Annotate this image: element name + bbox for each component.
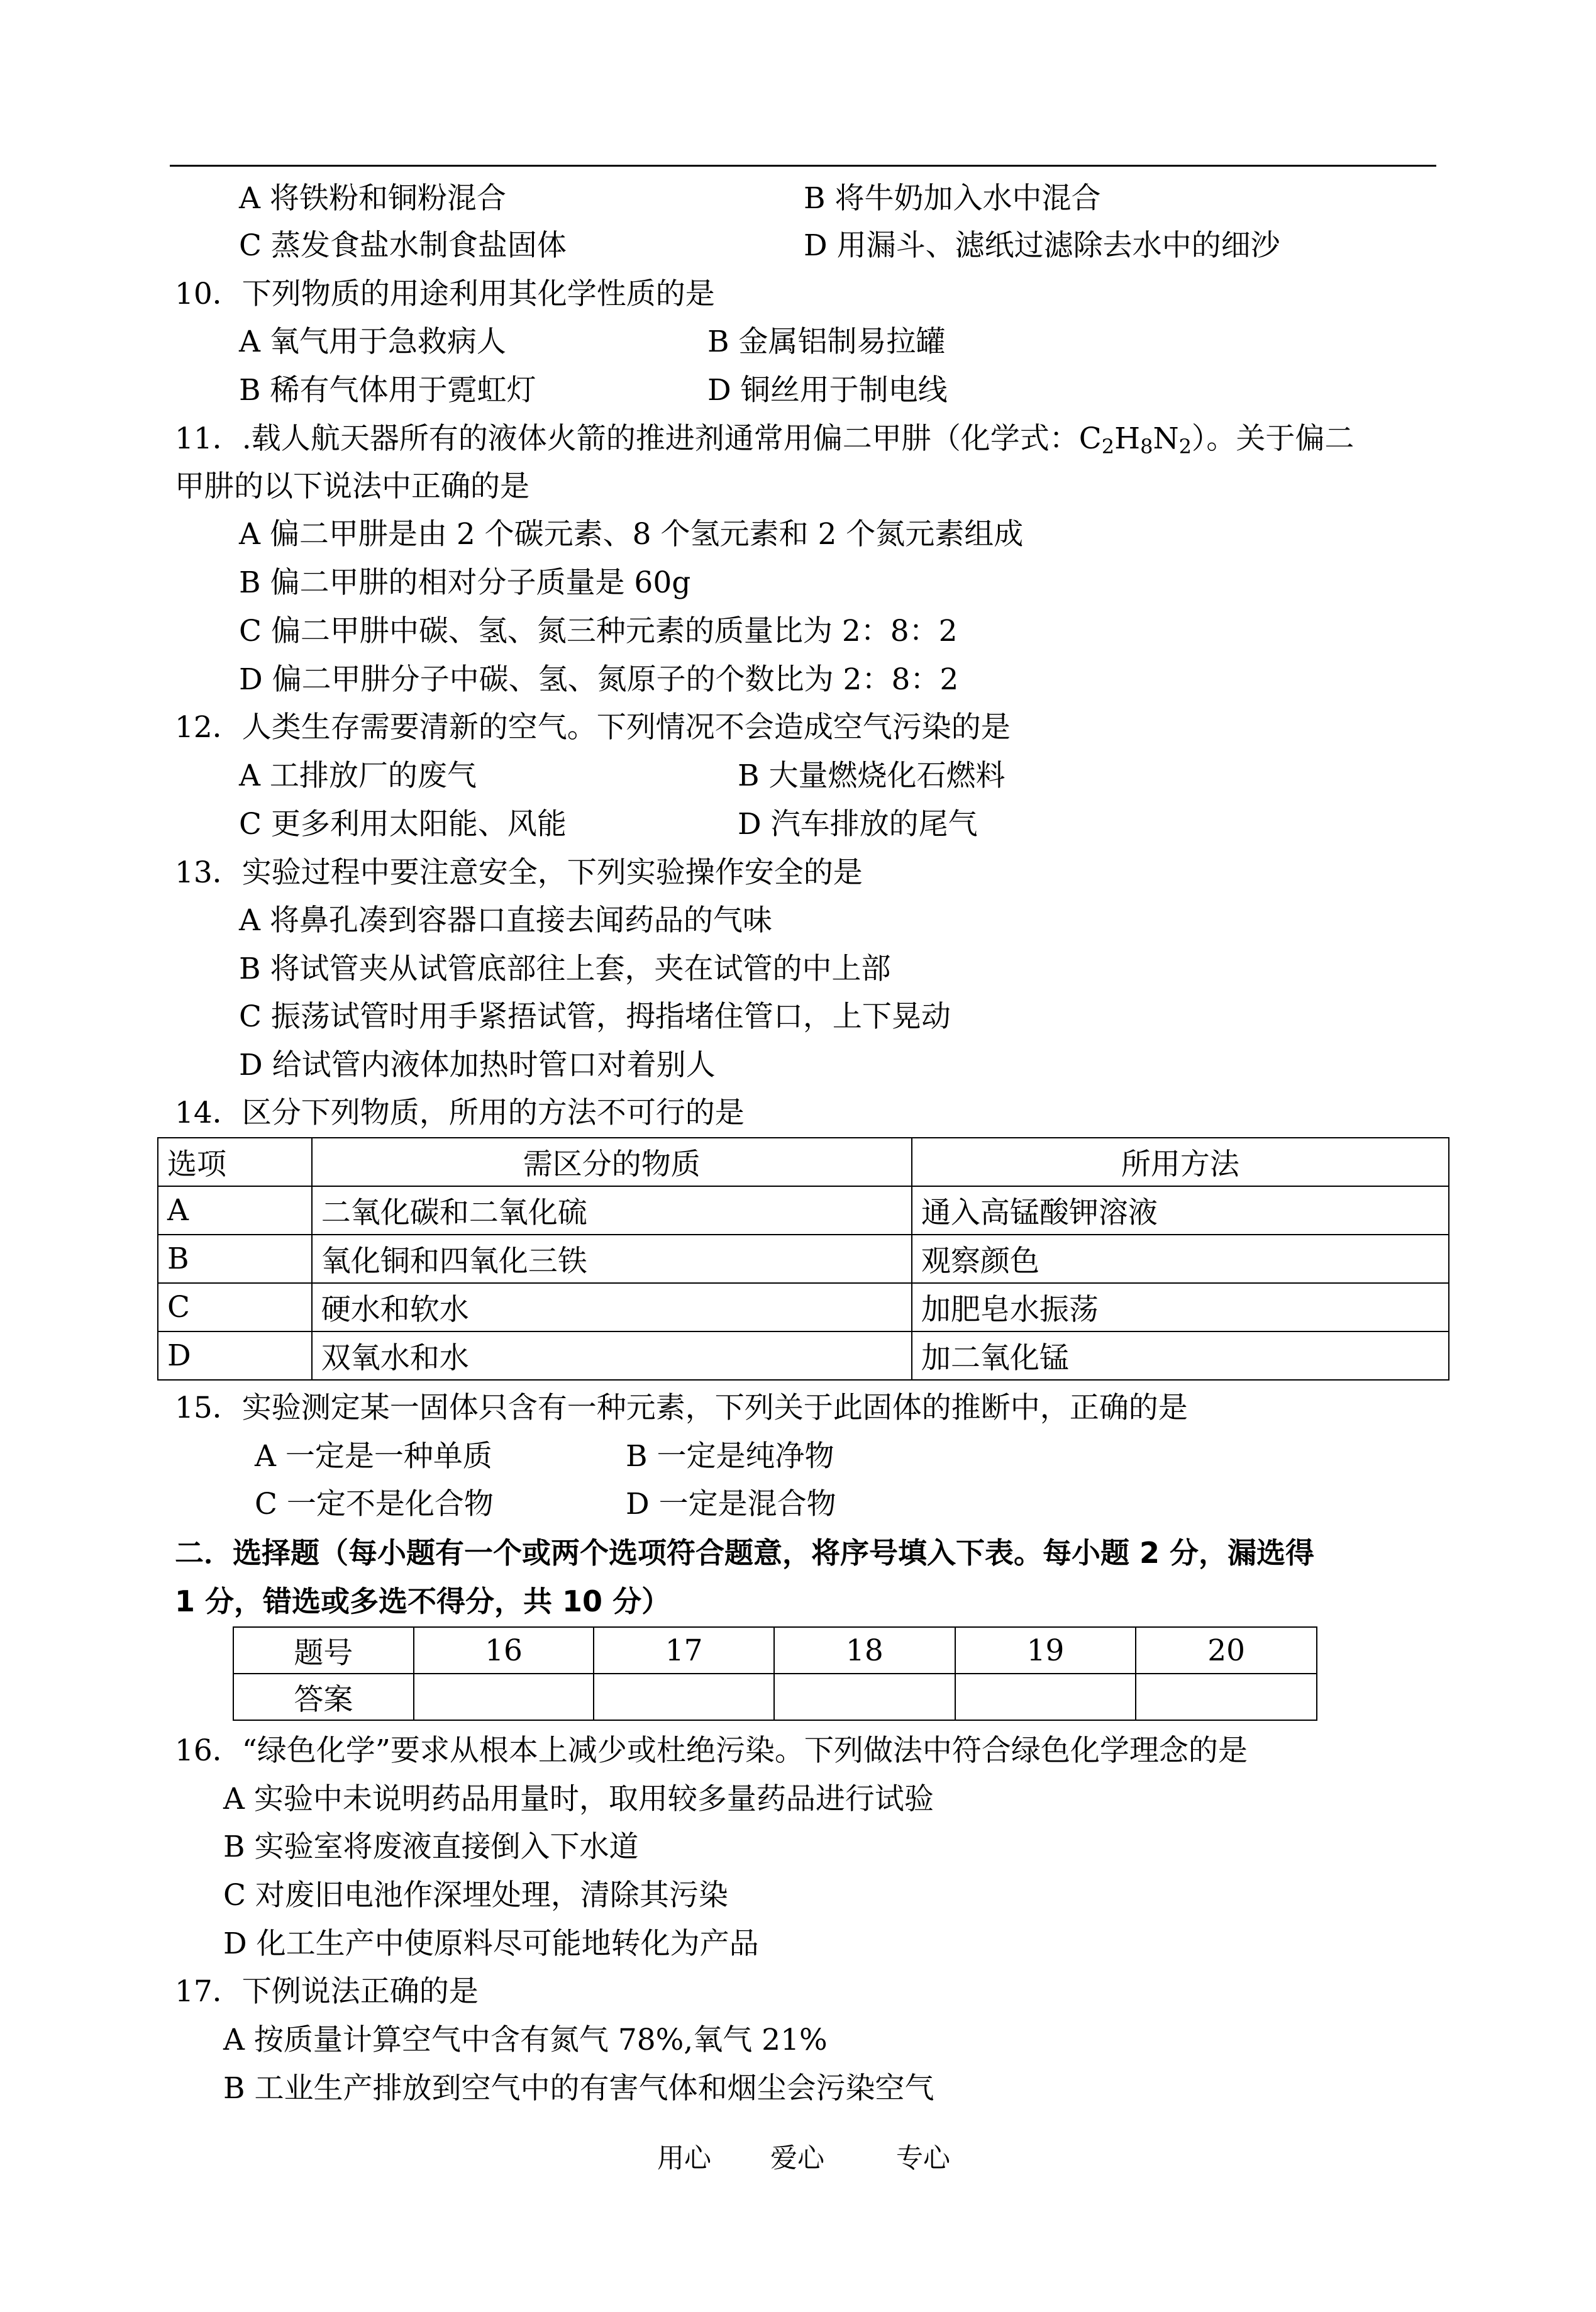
table-row bbox=[233, 1627, 1317, 1674]
answer-cell-17[interactable] bbox=[594, 1674, 774, 1720]
q14-stem: 14．区分下列物质，所用的方法不可行的是 bbox=[175, 1096, 745, 1130]
q11-option-c: C 偏二甲肼中碳、氢、氮三种元素的质量比为 2：8：2 bbox=[239, 614, 958, 648]
q15-option-a: A 一定是一种单质 bbox=[255, 1439, 492, 1474]
table-cell: 答案 bbox=[233, 1674, 414, 1720]
table-cell: 19 bbox=[955, 1627, 1136, 1674]
table-cell: A bbox=[158, 1186, 312, 1235]
q12-option-a: A 工排放厂的废气 bbox=[239, 759, 477, 793]
q17-stem: 17．下例说法正确的是 bbox=[175, 1974, 479, 2009]
q12-option-b: B 大量燃烧化石燃料 bbox=[738, 759, 1006, 793]
footer-text: 爱心 bbox=[770, 2143, 824, 2174]
header-rule bbox=[170, 165, 1436, 167]
table-cell: 20 bbox=[1136, 1627, 1317, 1674]
q15-option-c: C 一定不是化合物 bbox=[255, 1487, 494, 1521]
section2-title: 二．选择题（每小题有一个或两个选项符合题意，将序号填入下表。每小题 2 分，漏选得 bbox=[175, 1536, 1315, 1570]
table-cell: 16 bbox=[414, 1627, 594, 1674]
q16-option-d: D 化工生产中使原料尽可能地转化为产品 bbox=[223, 1926, 759, 1961]
q10-option-a: A 氧气用于急救病人 bbox=[239, 325, 506, 359]
q14-table bbox=[157, 1137, 1449, 1381]
table-cell: 18 bbox=[774, 1627, 955, 1674]
answer-cell-16[interactable] bbox=[414, 1674, 594, 1720]
q15-option-d: D 一定是混合物 bbox=[626, 1487, 836, 1521]
q10-option-d: D 铜丝用于制电线 bbox=[707, 373, 948, 408]
table-cell: 通入高锰酸钾溶液 bbox=[912, 1186, 1449, 1235]
section2-title-line2: 1 分，错选或多选不得分，共 10 分） bbox=[175, 1584, 671, 1618]
q16-option-a: A 实验中未说明药品用量时，取用较多量药品进行试验 bbox=[223, 1782, 934, 1816]
q12-stem: 12．人类生存需要清新的空气。下列情况不会造成空气污染的是 bbox=[175, 710, 1011, 745]
table-row bbox=[158, 1283, 1449, 1331]
q9-option-c: C 蒸发食盐水制食盐固体 bbox=[239, 228, 567, 263]
table-cell: C bbox=[158, 1283, 312, 1331]
q13-option-d: D 给试管内液体加热时管口对着别人 bbox=[239, 1048, 716, 1082]
answer-table bbox=[233, 1626, 1317, 1721]
q9-option-a: A 将铁粉和铜粉混合 bbox=[239, 181, 506, 216]
answer-cell-20[interactable] bbox=[1136, 1674, 1317, 1720]
table-header-row bbox=[158, 1138, 1449, 1186]
q17-option-a: A 按质量计算空气中含有氮气 78%,氧气 21% bbox=[223, 2023, 828, 2057]
table-cell: 观察颜色 bbox=[912, 1235, 1449, 1283]
table-row bbox=[158, 1235, 1449, 1283]
q15-option-b: B 一定是纯净物 bbox=[626, 1439, 834, 1474]
q12-option-c: C 更多利用太阳能、风能 bbox=[239, 807, 567, 842]
answer-cell-18[interactable] bbox=[774, 1674, 955, 1720]
table-cell: D bbox=[158, 1331, 312, 1380]
q11-option-a: A 偏二甲肼是由 2 个碳元素、8 个氢元素和 2 个氮元素组成 bbox=[239, 517, 1024, 552]
answer-cell-19[interactable] bbox=[955, 1674, 1136, 1720]
q17-option-b: B 工业生产排放到空气中的有害气体和烟尘会污染空气 bbox=[223, 2071, 934, 2106]
q9-option-b: B 将牛奶加入水中混合 bbox=[804, 181, 1101, 216]
table-cell: 氧化铜和四氧化三铁 bbox=[312, 1235, 912, 1283]
q10-stem: 10．下列物质的用途利用其化学性质的是 bbox=[175, 277, 715, 311]
q11-stem: 11．.载人航天器所有的液体火箭的推进剂通常用偏二甲肼（化学式：$C_2H_8N_2$）。关于偏二 bbox=[175, 421, 1355, 459]
table-cell: 二氧化碳和二氧化硫 bbox=[312, 1186, 912, 1235]
q10-option-b: B 金属铝制易拉罐 bbox=[707, 325, 946, 359]
table-cell: 硬水和软水 bbox=[312, 1283, 912, 1331]
q12-option-d: D 汽车排放的尾气 bbox=[738, 807, 978, 842]
q13-stem: 13．实验过程中要注意安全，下列实验操作安全的是 bbox=[175, 855, 863, 890]
table-header-cell: 所用方法 bbox=[912, 1138, 1449, 1186]
q13-option-b: B 将试管夹从试管底部往上套，夹在试管的中上部 bbox=[239, 952, 891, 986]
q16-stem: 16．“绿色化学”要求从根本上减少或杜绝污染。下列做法中符合绿色化学理念的是 bbox=[175, 1733, 1248, 1768]
table-header-cell: 需区分的物质 bbox=[312, 1138, 912, 1186]
q10-option-c: B 稀有气体用于霓虹灯 bbox=[239, 373, 536, 408]
table-cell: 双氧水和水 bbox=[312, 1331, 912, 1380]
q13-option-c: C 振荡试管时用手紧捂试管，拇指堵住管口，上下晃动 bbox=[239, 999, 951, 1034]
table-cell: 17 bbox=[594, 1627, 774, 1674]
table-row bbox=[233, 1674, 1317, 1720]
table-row bbox=[158, 1186, 1449, 1235]
table-header-cell: 选项 bbox=[158, 1138, 312, 1186]
q13-option-a: A 将鼻孔凑到容器口直接去闻药品的气味 bbox=[239, 903, 772, 938]
q9-option-d: D 用漏斗、滤纸过滤除去水中的细沙 bbox=[804, 228, 1280, 263]
q16-option-b: B 实验室将废液直接倒入下水道 bbox=[223, 1830, 639, 1864]
table-row bbox=[158, 1331, 1449, 1380]
table-cell: 加二氧化锰 bbox=[912, 1331, 1449, 1380]
table-cell: 题号 bbox=[233, 1627, 414, 1674]
q11-option-b: B 偏二甲肼的相对分子质量是 60g bbox=[239, 565, 691, 600]
table-cell: 加肥皂水振荡 bbox=[912, 1283, 1449, 1331]
footer-text: 用心 bbox=[657, 2143, 711, 2174]
footer-text: 专心 bbox=[896, 2143, 950, 2174]
q11-stem-line2: 甲肼的以下说法中正确的是 bbox=[175, 469, 529, 504]
q16-option-c: C 对废旧电池作深埋处理，清除其污染 bbox=[223, 1878, 728, 1913]
table-cell: B bbox=[158, 1235, 312, 1283]
q11-option-d: D 偏二甲肼分子中碳、氢、氮原子的个数比为 2：8：2 bbox=[239, 662, 959, 697]
q15-stem: 15．实验测定某一固体只含有一种元素，下列关于此固体的推断中，正确的是 bbox=[175, 1391, 1188, 1425]
